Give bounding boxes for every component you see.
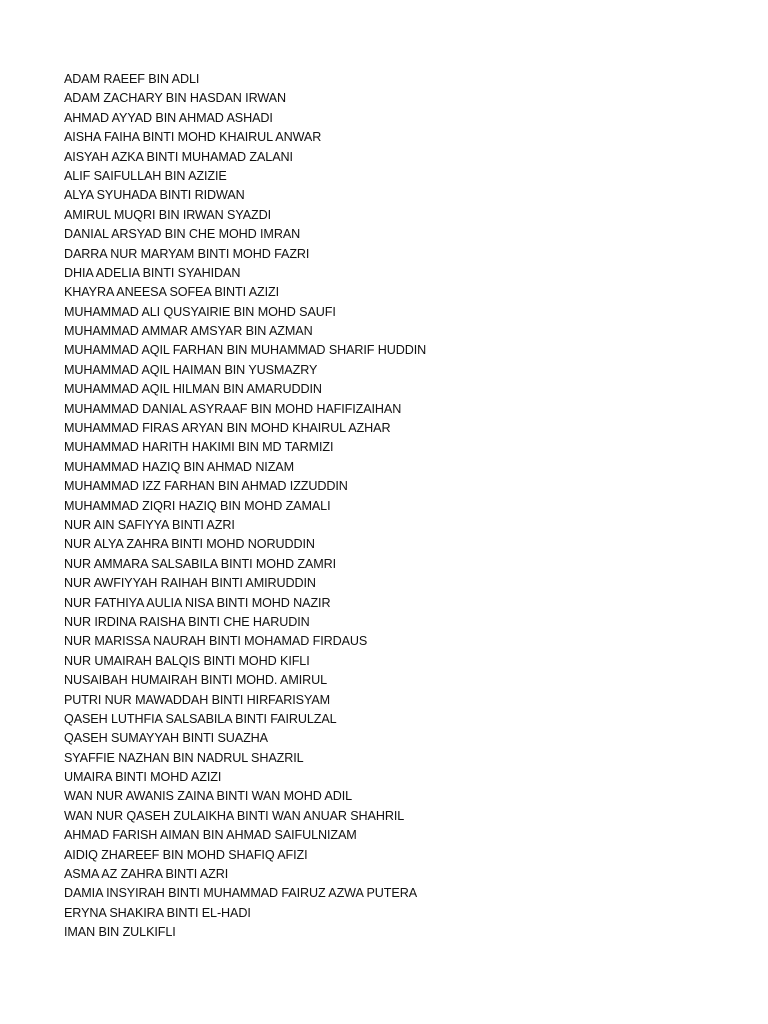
list-item: ADAM ZACHARY BIN HASDAN IRWAN: [64, 91, 286, 106]
list-item: MUHAMMAD AMMAR AMSYAR BIN AZMAN: [64, 324, 313, 339]
list-item: DAMIA INSYIRAH BINTI MUHAMMAD FAIRUZ AZWA PUTERA: [64, 886, 417, 901]
list-item: ADAM RAEEF BIN ADLI: [64, 72, 200, 86]
list-item: MUHAMMAD HARITH HAKIMI BIN MD TARMIZI: [64, 440, 334, 455]
list-item: NUR AMMARA SALSABILA BINTI MOHD ZAMRI: [64, 556, 337, 571]
list-item: ASMA AZ ZAHRA BINTI AZRI: [64, 867, 229, 882]
list-item: QASEH SUMAYYAH BINTI SUAZHA: [64, 731, 268, 746]
name-list: [64, 70, 426, 943]
list-item: AIDIQ ZHAREEF BIN MOHD SHAFIQ AFIZI: [64, 847, 308, 862]
list-item: UMAIRA BINTI MOHD AZIZI: [64, 770, 222, 785]
list-item: NUR UMAIRAH BALQIS BINTI MOHD KIFLI: [64, 653, 310, 668]
list-item: AISYAH AZKA BINTI MUHAMAD ZALANI: [64, 149, 293, 164]
list-item: WAN NUR AWANIS ZAINA BINTI WAN MOHD ADIL: [64, 789, 353, 804]
list-item: AHMAD FARISH AIMAN BIN AHMAD SAIFULNIZAM: [64, 828, 357, 843]
list-item: NUSAIBAH HUMAIRAH BINTI MOHD. AMIRUL: [64, 673, 327, 688]
list-item: PUTRI NUR MAWADDAH BINTI HIRFARISYAM: [64, 692, 331, 707]
list-item: MUHAMMAD AQIL FARHAN BIN MUHAMMAD SHARIF HUDDIN: [64, 343, 427, 358]
list-item: KHAYRA ANEESA SOFEA BINTI AZIZI: [64, 285, 280, 300]
list-item: MUHAMMAD FIRAS ARYAN BIN MOHD KHAIRUL AZHAR: [64, 421, 391, 436]
list-item: NUR FATHIYA AULIA NISA BINTI MOHD NAZIR: [64, 595, 331, 610]
list-item: NUR IRDINA RAISHA BINTI CHE HARUDIN: [64, 614, 310, 629]
list-item: NUR AIN SAFIYYA BINTI AZRI: [64, 517, 235, 532]
list-item: WAN NUR QASEH ZULAIKHA BINTI WAN ANUAR SHAHRIL: [64, 808, 405, 823]
list-item: MUHAMMAD ZIQRI HAZIQ BIN MOHD ZAMALI: [64, 498, 331, 513]
list-item: ERYNA SHAKIRA BINTI EL-HADI: [64, 905, 251, 920]
list-item: MUHAMMAD AQIL HAIMAN BIN YUSMAZRY: [64, 362, 318, 377]
list-item: DHIA ADELIA BINTI SYAHIDAN: [64, 265, 241, 280]
list-item: DANIAL ARSYAD BIN CHE MOHD IMRAN: [64, 227, 301, 242]
list-item: AMIRUL MUQRI BIN IRWAN SYAZDI: [64, 207, 272, 222]
list-item: NUR ALYA ZAHRA BINTI MOHD NORUDDIN: [64, 537, 315, 552]
list-item: MUHAMMAD IZZ FARHAN BIN AHMAD IZZUDDIN: [64, 479, 348, 494]
list-item: IMAN BIN ZULKIFLI: [64, 925, 176, 940]
list-item: NUR MARISSA NAURAH BINTI MOHAMAD FIRDAUS: [64, 634, 368, 649]
list-item: SYAFFIE NAZHAN BIN NADRUL SHAZRIL: [64, 750, 304, 765]
list-item: AISHA FAIHA BINTI MOHD KHAIRUL ANWAR: [64, 130, 322, 145]
list-item: DARRA NUR MARYAM BINTI MOHD FAZRI: [64, 246, 310, 261]
list-item: NUR AWFIYYAH RAIHAH BINTI AMIRUDDIN: [64, 576, 316, 591]
list-item: ALIF SAIFULLAH BIN AZIZIE: [64, 168, 227, 183]
list-item: ALYA SYUHADA BINTI RIDWAN: [64, 188, 245, 203]
list-item: MUHAMMAD HAZIQ BIN AHMAD NIZAM: [64, 459, 294, 474]
list-item: MUHAMMAD AQIL HILMAN BIN AMARUDDIN: [64, 382, 322, 397]
list-item: QASEH LUTHFIA SALSABILA BINTI FAIRULZAL: [64, 711, 337, 726]
list-item: MUHAMMAD ALI QUSYAIRIE BIN MOHD SAUFI: [64, 304, 336, 319]
list-item: AHMAD AYYAD BIN AHMAD ASHADI: [64, 110, 273, 125]
list-item: MUHAMMAD DANIAL ASYRAAF BIN MOHD HAFIFIZAIHAN: [64, 401, 402, 416]
